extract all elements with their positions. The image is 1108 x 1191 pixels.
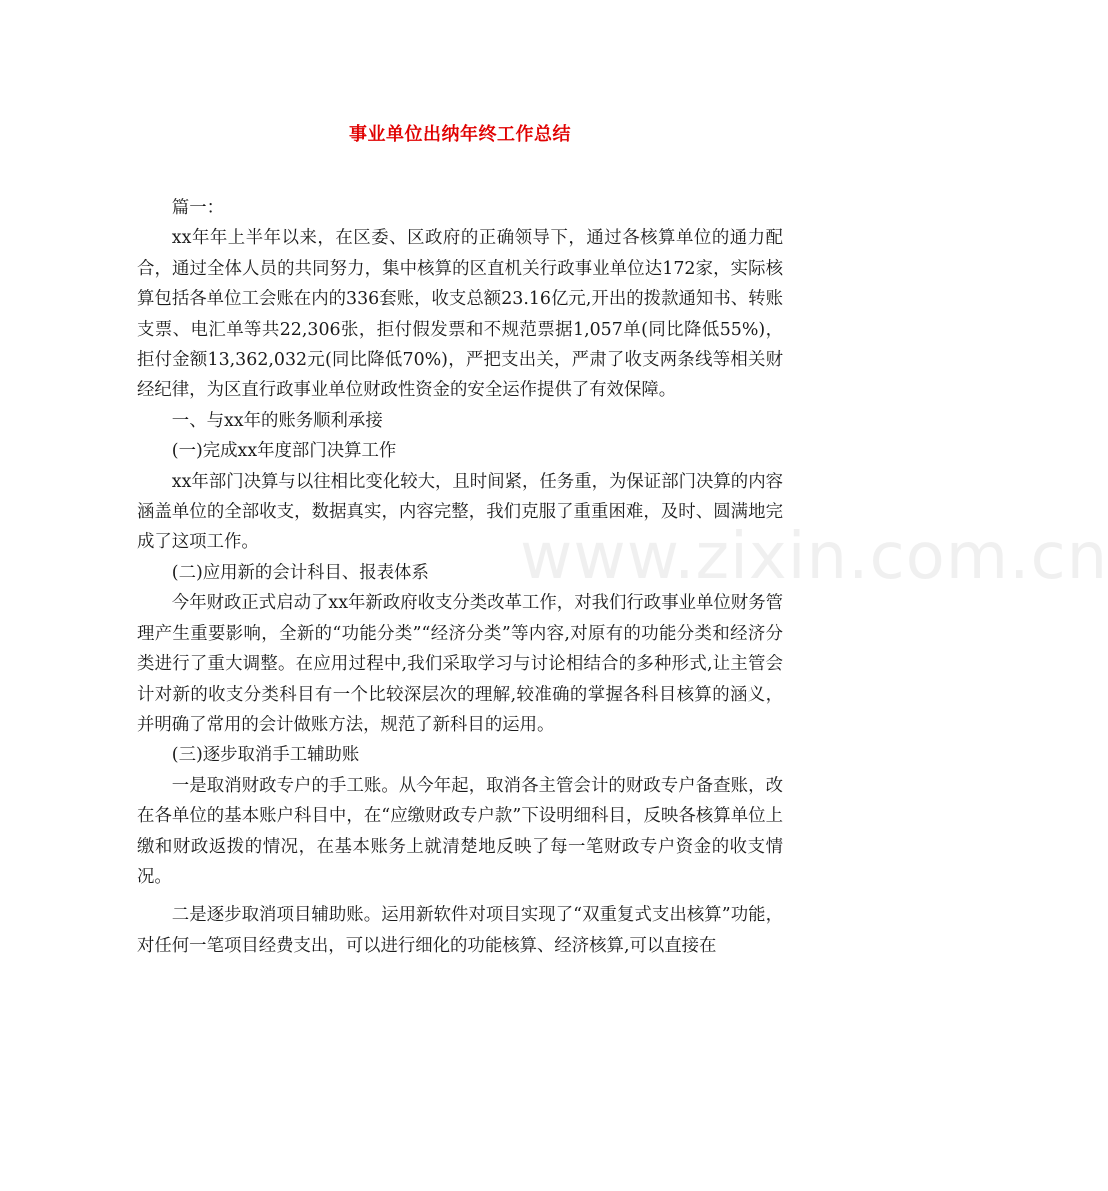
subheading-2: (二)应用新的会计科目、报表体系 (171, 562, 429, 583)
subheading-3: (三)逐步取消手工辅助账 (171, 745, 360, 766)
document-title: 事业单位出纳年终工作总结 (349, 124, 571, 145)
paragraph-project-ledger: 二是逐步取消项目辅助账。运用新软件对项目实现了“双重复式支出核算”功能，对任何一笔项目经费支出，可以进行细化的功能核算、经济核算,可以直接在 (137, 905, 783, 956)
watermark: www.zixin.com.cn (520, 520, 1108, 594)
heading-section-1: 一、与xx年的账务顺利承接 (171, 410, 383, 431)
paragraph-new-accounts: 今年财政正式启动了xx年新政府收支分类改革工作，对我们行政事业单位财务管理产生重要影响，全新的“功能分类”“经济分类”等内容,对原有的功能分类和经济分类进行了重大调整。在应用过程中,我们采取学习与讨论相结合的多种形式,让主管会计对新的收支分类科目有一个比较深层次的理解,较准确的掌握各科目核算的涵义，并明确了常用的会计做账方法，规范了新科目的运用。 (137, 593, 783, 735)
paragraph-manual-ledger: 一是取消财政专户的手工账。从今年起，取消各主管会计的财政专户备查账，改在各单位的基本账户科目中，在“应缴财政专户款”下设明细科目，反映各核算单位上缴和财政返拨的情况，在基本账务上就清楚地反映了每一笔财政专户资金的收支情况。 (137, 775, 783, 887)
paragraph-intro: xx年年上半年以来，在区委、区政府的正确领导下，通过各核算单位的通力配合，通过全体人员的共同努力，集中核算的区直机关行政事业单位达172家，实际核算包括各单位工会账在内的336套账，收支总额23.16亿元,开出的拨款通知书、转账支票、电汇单等共22,306张，拒付假发票和不规范票据1,057单(同比降低55%)，拒付金额13,362,032元(同比降低70%)，严把支出关，严肃了收支两条线等相关财经纪律，为区直行政事业单位财政性资金的安全运作提供了有效保障。 (137, 228, 783, 401)
section-label: 篇一： (171, 198, 224, 218)
subheading-1: (一)完成xx年度部门决算工作 (171, 441, 397, 462)
document-body (137, 193, 783, 961)
paragraph-final-accounts: xx年部门决算与以往相比变化较大，且时间紧，任务重，为保证部门决算的内容涵盖单位的全部收支，数据真实，内容完整，我们克服了重重困难，及时、圆满地完成了这项工作。 (137, 471, 783, 553)
